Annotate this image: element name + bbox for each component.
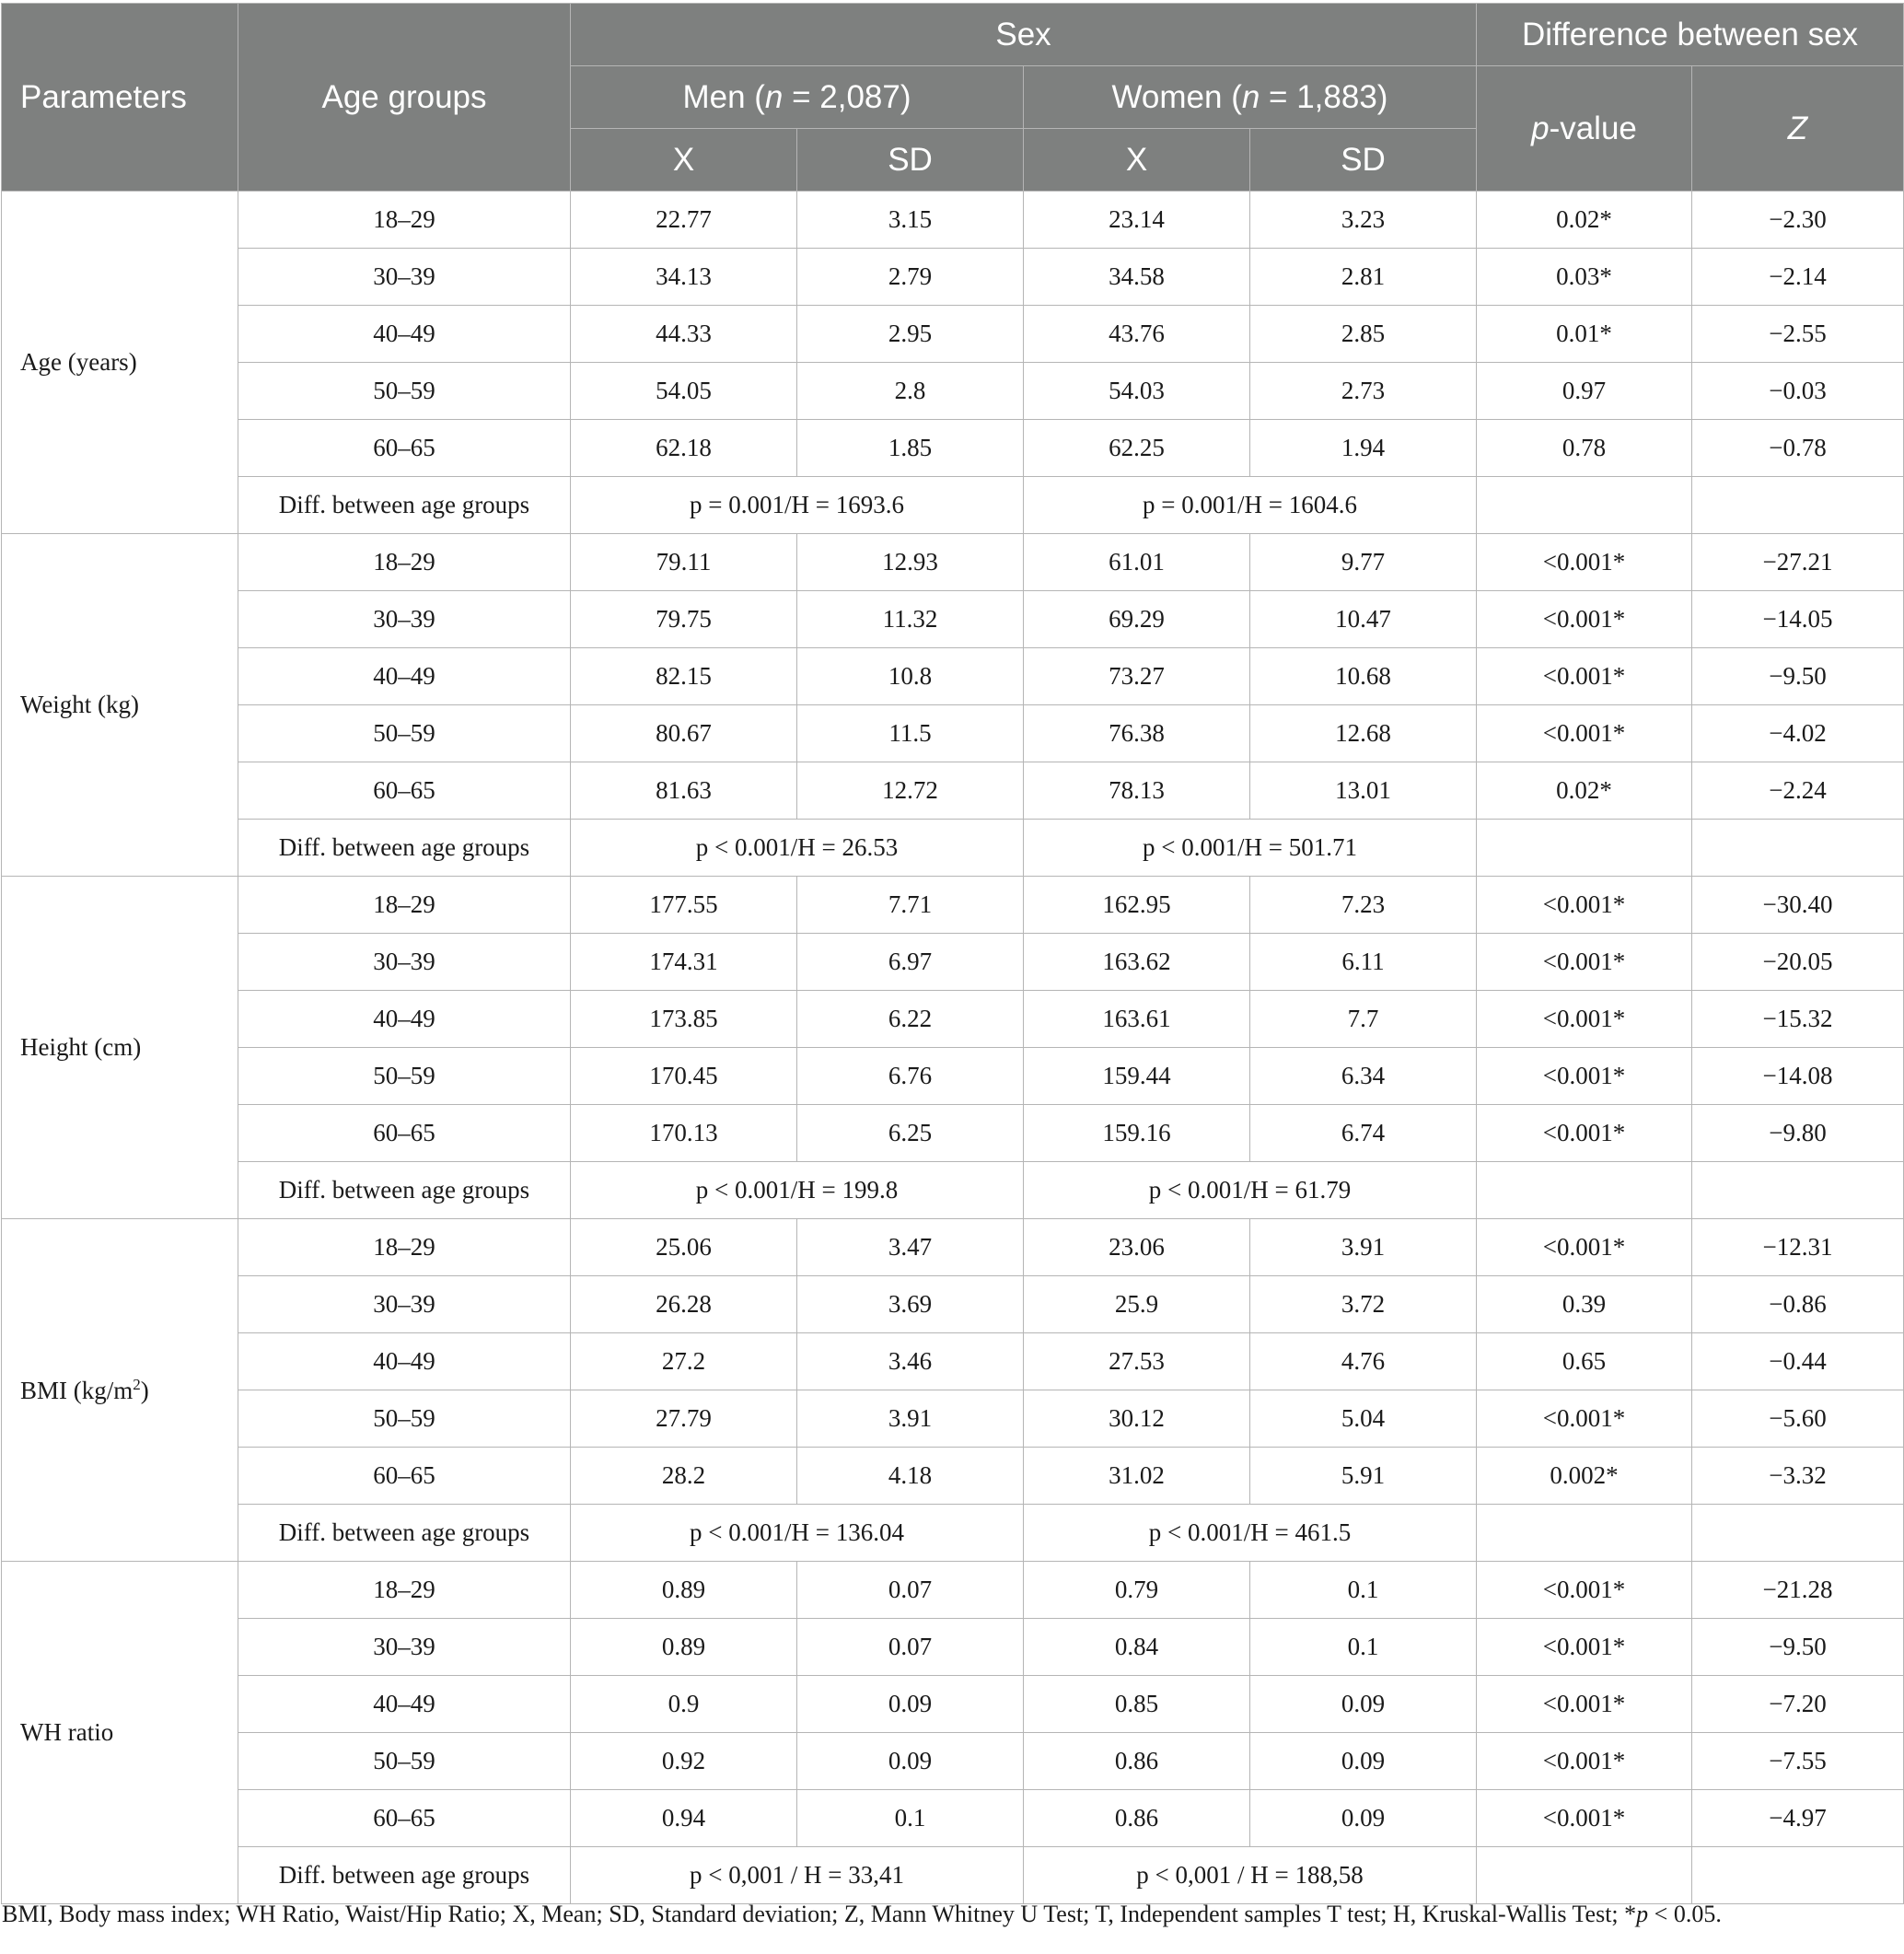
men-mean-cell: 54.05 (571, 363, 797, 420)
p-value-cell: <0.001* (1477, 1390, 1692, 1448)
table-row (2, 1390, 1904, 1448)
z-cell: −3.32 (1692, 1448, 1904, 1505)
women-mean-cell: 54.03 (1024, 363, 1250, 420)
men-sd-cell: 7.71 (797, 877, 1024, 934)
diff-label-cell: Diff. between age groups (238, 1505, 571, 1562)
men-mean-cell: 27.2 (571, 1333, 797, 1390)
table-container (1, 3, 1903, 1904)
age-group-cell: 18–29 (238, 1219, 571, 1276)
men-sd-cell: 0.1 (797, 1790, 1024, 1847)
p-value-cell: 0.97 (1477, 363, 1692, 420)
table-row (2, 877, 1904, 934)
women-mean-cell: 23.06 (1024, 1219, 1250, 1276)
p-value-cell: 0.78 (1477, 420, 1692, 477)
table-row (2, 1790, 1904, 1847)
age-group-cell: 30–39 (238, 249, 571, 306)
z-cell: −27.21 (1692, 534, 1904, 591)
p-value-cell: <0.001* (1477, 1790, 1692, 1847)
men-mean-cell: 170.45 (571, 1048, 797, 1105)
z-cell: −9.50 (1692, 648, 1904, 705)
z-cell: −4.97 (1692, 1790, 1904, 1847)
men-sd-cell: 6.22 (797, 991, 1024, 1048)
p-value-cell: <0.001* (1477, 934, 1692, 991)
p-value-cell: <0.001* (1477, 1619, 1692, 1676)
women-mean-cell: 159.16 (1024, 1105, 1250, 1162)
p-value-cell: 0.01* (1477, 306, 1692, 363)
age-group-cell: 30–39 (238, 1619, 571, 1676)
age-group-cell: 50–59 (238, 1048, 571, 1105)
men-sd-cell: 3.15 (797, 192, 1024, 249)
table-row (2, 1619, 1904, 1676)
parameter-cell: Height (cm) (2, 877, 238, 1219)
men-mean-cell: 34.13 (571, 249, 797, 306)
p-value-cell: <0.001* (1477, 534, 1692, 591)
empty-z-cell (1692, 1847, 1904, 1904)
men-mean-cell: 0.89 (571, 1562, 797, 1619)
p-value-cell: <0.001* (1477, 705, 1692, 762)
table-row (2, 1676, 1904, 1733)
men-mean-cell: 177.55 (571, 877, 797, 934)
women-mean-cell: 61.01 (1024, 534, 1250, 591)
age-group-cell: 30–39 (238, 1276, 571, 1333)
men-mean-cell: 0.92 (571, 1733, 797, 1790)
table-row (2, 306, 1904, 363)
women-mean-cell: 34.58 (1024, 249, 1250, 306)
parameter-cell: BMI $(kg/m^2)$ (2, 1219, 238, 1562)
z-cell: −0.03 (1692, 363, 1904, 420)
p-value-cell: <0.001* (1477, 1676, 1692, 1733)
empty-z-cell (1692, 1162, 1904, 1219)
women-sd-cell: 7.23 (1250, 877, 1477, 934)
age-group-cell: 30–39 (238, 934, 571, 991)
women-mean-cell: 0.85 (1024, 1676, 1250, 1733)
z-cell: −2.30 (1692, 192, 1904, 249)
women-sd-cell: 6.11 (1250, 934, 1477, 991)
p-value-cell: <0.001* (1477, 991, 1692, 1048)
men-mean-cell: 79.11 (571, 534, 797, 591)
men-sd-cell: 0.09 (797, 1676, 1024, 1733)
women-mean-cell: 78.13 (1024, 762, 1250, 820)
table-header (2, 4, 1904, 192)
header-men: Men (n = 2,087) (571, 66, 1024, 129)
table-row (2, 363, 1904, 420)
z-cell: −5.60 (1692, 1390, 1904, 1448)
women-mean-cell: 76.38 (1024, 705, 1250, 762)
age-group-cell: 60–65 (238, 1448, 571, 1505)
header-age-groups: Age groups (238, 4, 571, 192)
z-cell: −7.20 (1692, 1676, 1904, 1733)
men-sd-cell: 12.93 (797, 534, 1024, 591)
age-group-cell: 30–39 (238, 591, 571, 648)
z-cell: −4.02 (1692, 705, 1904, 762)
men-sd-cell: 3.46 (797, 1333, 1024, 1390)
women-sd-cell: 0.09 (1250, 1790, 1477, 1847)
women-mean-cell: 163.62 (1024, 934, 1250, 991)
women-mean-cell: 0.79 (1024, 1562, 1250, 1619)
women-mean-cell: 23.14 (1024, 192, 1250, 249)
table-row (2, 420, 1904, 477)
p-value-cell: <0.001* (1477, 1048, 1692, 1105)
age-group-cell: 18–29 (238, 1562, 571, 1619)
women-sd-cell: 6.34 (1250, 1048, 1477, 1105)
age-group-cell: 40–49 (238, 648, 571, 705)
women-sd-cell: 3.91 (1250, 1219, 1477, 1276)
men-mean-cell: 0.89 (571, 1619, 797, 1676)
men-diff-cell: p < 0.001/H = 199.8 (571, 1162, 1024, 1219)
p-value-cell: 0.65 (1477, 1333, 1692, 1390)
men-sd-cell: 0.07 (797, 1562, 1024, 1619)
table-row (2, 934, 1904, 991)
men-mean-cell: 26.28 (571, 1276, 797, 1333)
table-row (2, 249, 1904, 306)
table-row (2, 1733, 1904, 1790)
empty-z-cell (1692, 477, 1904, 534)
women-mean-cell: 0.86 (1024, 1733, 1250, 1790)
women-mean-cell: 159.44 (1024, 1048, 1250, 1105)
men-mean-cell: 81.63 (571, 762, 797, 820)
women-sd-cell: 9.77 (1250, 534, 1477, 591)
men-sd-cell: 10.8 (797, 648, 1024, 705)
men-sd-cell: 0.09 (797, 1733, 1024, 1790)
header-men-sd: SD (797, 129, 1024, 192)
women-sd-cell: 0.1 (1250, 1562, 1477, 1619)
table-body (2, 192, 1904, 1904)
table-row (2, 1448, 1904, 1505)
men-mean-cell: 173.85 (571, 991, 797, 1048)
data-table (1, 3, 1904, 1904)
age-group-cell: 50–59 (238, 1390, 571, 1448)
women-sd-cell: 1.94 (1250, 420, 1477, 477)
header-women-mean: X (1024, 129, 1250, 192)
women-sd-cell: 10.47 (1250, 591, 1477, 648)
women-sd-cell: 5.91 (1250, 1448, 1477, 1505)
age-group-cell: 18–29 (238, 192, 571, 249)
table-footnote: BMI, Body mass index; WH Ratio, Waist/Hip Ratio; X, Mean; SD, Standard deviation; Z, Mann Whitney U Test; T, Independent samples T test; H, Kruskal-Wallis Test; *p < 0.05. (2, 1901, 1722, 1927)
men-mean-cell: 22.77 (571, 192, 797, 249)
z-cell: −9.80 (1692, 1105, 1904, 1162)
women-sd-cell: 0.09 (1250, 1733, 1477, 1790)
age-group-cell: 40–49 (238, 1333, 571, 1390)
header-difference: Difference between sex (1477, 4, 1904, 66)
men-mean-cell: 80.67 (571, 705, 797, 762)
women-mean-cell: 30.12 (1024, 1390, 1250, 1448)
men-diff-cell: p < 0.001/H = 136.04 (571, 1505, 1024, 1562)
men-mean-cell: 174.31 (571, 934, 797, 991)
diff-label-cell: Diff. between age groups (238, 820, 571, 877)
z-cell: −9.50 (1692, 1619, 1904, 1676)
z-cell: −30.40 (1692, 877, 1904, 934)
men-sd-cell: 11.5 (797, 705, 1024, 762)
women-sd-cell: 3.23 (1250, 192, 1477, 249)
age-group-cell: 50–59 (238, 1733, 571, 1790)
p-value-cell: <0.001* (1477, 591, 1692, 648)
p-value-cell: <0.001* (1477, 1219, 1692, 1276)
z-cell: −2.55 (1692, 306, 1904, 363)
men-sd-cell: 3.47 (797, 1219, 1024, 1276)
men-mean-cell: 0.94 (571, 1790, 797, 1847)
empty-z-cell (1692, 1505, 1904, 1562)
z-cell: −20.05 (1692, 934, 1904, 991)
age-group-cell: 60–65 (238, 1790, 571, 1847)
women-diff-cell: p < 0.001/H = 461.5 (1024, 1505, 1477, 1562)
empty-z-cell (1692, 820, 1904, 877)
diff-row (2, 1162, 1904, 1219)
age-group-cell: 40–49 (238, 1676, 571, 1733)
men-sd-cell: 6.25 (797, 1105, 1024, 1162)
men-mean-cell: 44.33 (571, 306, 797, 363)
table-row (2, 534, 1904, 591)
women-sd-cell: 5.04 (1250, 1390, 1477, 1448)
women-sd-cell: 4.76 (1250, 1333, 1477, 1390)
empty-p-cell (1477, 477, 1692, 534)
women-diff-cell: p < 0.001/H = 501.71 (1024, 820, 1477, 877)
women-diff-cell: p < 0,001 / H = 188,58 (1024, 1847, 1477, 1904)
table-row (2, 192, 1904, 249)
men-sd-cell: 2.8 (797, 363, 1024, 420)
empty-p-cell (1477, 1505, 1692, 1562)
z-cell: −2.24 (1692, 762, 1904, 820)
diff-row (2, 477, 1904, 534)
diff-row (2, 1847, 1904, 1904)
table-row (2, 991, 1904, 1048)
men-diff-cell: p < 0,001 / H = 33,41 (571, 1847, 1024, 1904)
p-value-cell: <0.001* (1477, 877, 1692, 934)
men-sd-cell: 4.18 (797, 1448, 1024, 1505)
men-mean-cell: 28.2 (571, 1448, 797, 1505)
z-cell: −0.78 (1692, 420, 1904, 477)
z-cell: −7.55 (1692, 1733, 1904, 1790)
women-mean-cell: 162.95 (1024, 877, 1250, 934)
table-row (2, 762, 1904, 820)
diff-row (2, 1505, 1904, 1562)
men-sd-cell: 6.76 (797, 1048, 1024, 1105)
women-sd-cell: 6.74 (1250, 1105, 1477, 1162)
p-value-cell: 0.02* (1477, 762, 1692, 820)
women-sd-cell: 13.01 (1250, 762, 1477, 820)
z-cell: −2.14 (1692, 249, 1904, 306)
empty-p-cell (1477, 820, 1692, 877)
women-mean-cell: 27.53 (1024, 1333, 1250, 1390)
header-z: Z (1692, 66, 1904, 192)
table-row (2, 648, 1904, 705)
p-value-cell: 0.03* (1477, 249, 1692, 306)
men-mean-cell: 27.79 (571, 1390, 797, 1448)
z-cell: −14.05 (1692, 591, 1904, 648)
men-mean-cell: 0.9 (571, 1676, 797, 1733)
women-sd-cell: 10.68 (1250, 648, 1477, 705)
women-mean-cell: 69.29 (1024, 591, 1250, 648)
z-cell: −21.28 (1692, 1562, 1904, 1619)
parameter-cell: Age (years) (2, 192, 238, 534)
diff-row (2, 820, 1904, 877)
women-mean-cell: 0.84 (1024, 1619, 1250, 1676)
age-group-cell: 18–29 (238, 877, 571, 934)
women-sd-cell: 0.09 (1250, 1676, 1477, 1733)
men-mean-cell: 62.18 (571, 420, 797, 477)
empty-p-cell (1477, 1847, 1692, 1904)
age-group-cell: 60–65 (238, 762, 571, 820)
men-mean-cell: 170.13 (571, 1105, 797, 1162)
diff-label-cell: Diff. between age groups (238, 1162, 571, 1219)
women-sd-cell: 0.1 (1250, 1619, 1477, 1676)
men-diff-cell: p = 0.001/H = 1693.6 (571, 477, 1024, 534)
women-mean-cell: 62.25 (1024, 420, 1250, 477)
age-group-cell: 18–29 (238, 534, 571, 591)
women-diff-cell: p < 0.001/H = 61.79 (1024, 1162, 1477, 1219)
women-mean-cell: 163.61 (1024, 991, 1250, 1048)
men-sd-cell: 2.95 (797, 306, 1024, 363)
women-mean-cell: 0.86 (1024, 1790, 1250, 1847)
men-sd-cell: 1.85 (797, 420, 1024, 477)
header-parameters: Parameters (2, 4, 238, 192)
women-mean-cell: 25.9 (1024, 1276, 1250, 1333)
header-p-value: p-value (1477, 66, 1692, 192)
p-value-cell: 0.39 (1477, 1276, 1692, 1333)
z-cell: −15.32 (1692, 991, 1904, 1048)
age-group-cell: 60–65 (238, 420, 571, 477)
women-sd-cell: 2.85 (1250, 306, 1477, 363)
age-group-cell: 40–49 (238, 306, 571, 363)
women-sd-cell: 2.73 (1250, 363, 1477, 420)
p-value-cell: <0.001* (1477, 1562, 1692, 1619)
women-mean-cell: 73.27 (1024, 648, 1250, 705)
men-sd-cell: 12.72 (797, 762, 1024, 820)
p-value-cell: 0.02* (1477, 192, 1692, 249)
women-sd-cell: 12.68 (1250, 705, 1477, 762)
table-row (2, 1105, 1904, 1162)
age-group-cell: 40–49 (238, 991, 571, 1048)
table-row (2, 1333, 1904, 1390)
diff-label-cell: Diff. between age groups (238, 477, 571, 534)
z-cell: −14.08 (1692, 1048, 1904, 1105)
z-cell: −0.44 (1692, 1333, 1904, 1390)
z-cell: −12.31 (1692, 1219, 1904, 1276)
p-value-cell: <0.001* (1477, 1105, 1692, 1162)
men-sd-cell: 6.97 (797, 934, 1024, 991)
age-group-cell: 50–59 (238, 705, 571, 762)
header-men-mean: X (571, 129, 797, 192)
women-sd-cell: 2.81 (1250, 249, 1477, 306)
p-value-cell: 0.002* (1477, 1448, 1692, 1505)
header-women: Women (n = 1,883) (1024, 66, 1477, 129)
empty-p-cell (1477, 1162, 1692, 1219)
table-row (2, 1048, 1904, 1105)
z-cell: −0.86 (1692, 1276, 1904, 1333)
age-group-cell: 50–59 (238, 363, 571, 420)
men-sd-cell: 0.07 (797, 1619, 1024, 1676)
women-mean-cell: 31.02 (1024, 1448, 1250, 1505)
p-value-cell: <0.001* (1477, 1733, 1692, 1790)
women-diff-cell: p = 0.001/H = 1604.6 (1024, 477, 1477, 534)
men-sd-cell: 3.69 (797, 1276, 1024, 1333)
men-diff-cell: p < 0.001/H = 26.53 (571, 820, 1024, 877)
men-sd-cell: 2.79 (797, 249, 1024, 306)
table-row (2, 705, 1904, 762)
women-sd-cell: 7.7 (1250, 991, 1477, 1048)
parameter-cell: Weight (kg) (2, 534, 238, 877)
men-mean-cell: 25.06 (571, 1219, 797, 1276)
header-sex: Sex (571, 4, 1477, 66)
men-mean-cell: 82.15 (571, 648, 797, 705)
table-row (2, 1562, 1904, 1619)
parameter-cell: WH ratio (2, 1562, 238, 1904)
table-row (2, 1219, 1904, 1276)
men-sd-cell: 11.32 (797, 591, 1024, 648)
table-row (2, 591, 1904, 648)
age-group-cell: 60–65 (238, 1105, 571, 1162)
men-sd-cell: 3.91 (797, 1390, 1024, 1448)
men-mean-cell: 79.75 (571, 591, 797, 648)
diff-label-cell: Diff. between age groups (238, 1847, 571, 1904)
header-women-sd: SD (1250, 129, 1477, 192)
p-value-cell: <0.001* (1477, 648, 1692, 705)
women-sd-cell: 3.72 (1250, 1276, 1477, 1333)
table-row (2, 1276, 1904, 1333)
women-mean-cell: 43.76 (1024, 306, 1250, 363)
